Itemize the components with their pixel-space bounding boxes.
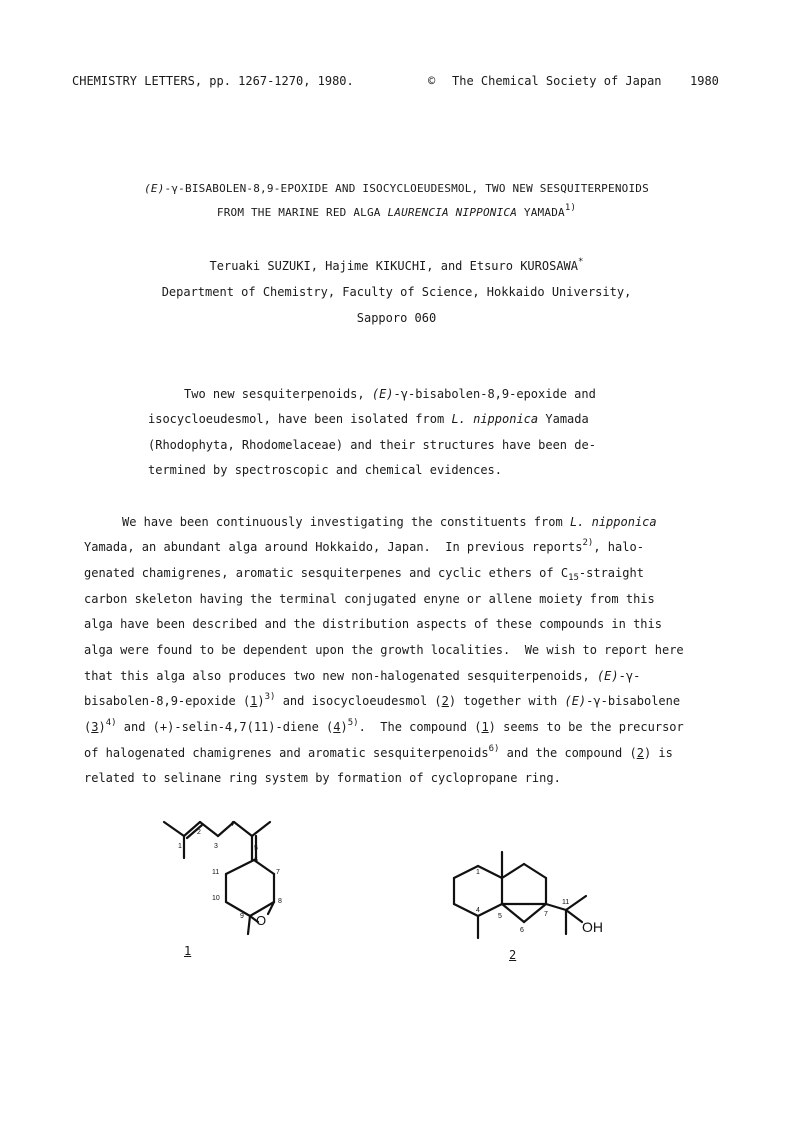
body-text: ) together with (448, 694, 565, 708)
oxygen-atom: O (256, 913, 267, 928)
atom-label: 6 (254, 857, 258, 864)
header-year: 1980 (690, 74, 719, 88)
title-e-prefix: (E) (144, 182, 165, 195)
atom-label: 2 (197, 829, 201, 836)
body-text: and the compound ( (499, 746, 637, 760)
abstract-line-3: (Rhodophyta, Rhodomelaceae) and their structures have been de- (148, 438, 596, 452)
author-list: Teruaki SUZUKI, Hajime KIKUCHI, and Etsuro KUROSAWA (209, 259, 579, 273)
reference-marker: 4) (105, 718, 117, 728)
abstract-text: -γ-bisabolen-8,9-epoxide and (393, 387, 596, 401)
body-text: ) seems to be the precursor (488, 720, 684, 734)
body-line-8: bisabolen-8,9-epoxide $(1)^{3)}$ and isocycloeudesmol (2) together with (E)-γ-bisabolene (84, 692, 681, 708)
body-text: ) (340, 720, 348, 734)
abstract-text: isocycloeudesmol, have been isolated from (148, 412, 452, 426)
body-text: and (+)-selin-4,7(11)-diene ( (116, 720, 334, 734)
compound-number: 1 (250, 694, 258, 708)
body-text: ) (98, 720, 106, 734)
body-line-11: related to selinane ring system by formation of cyclopropane ring. (84, 771, 561, 785)
author-city: Sapporo 060 (356, 311, 437, 325)
reference-marker: 3) (264, 692, 276, 702)
reference-marker: 6) (488, 744, 500, 754)
atom-label: 11 (562, 899, 570, 906)
abstract-text: Two new sesquiterpenoids, (184, 387, 372, 401)
abstract-italic: (E) (371, 387, 394, 401)
body-text: , halo- (593, 540, 644, 554)
atom-label: 10 (212, 895, 220, 902)
hydroxyl-group: OH (582, 919, 603, 935)
body-text: and isocycloeudesmol ( (275, 694, 442, 708)
compound-number: 2 (636, 746, 644, 760)
body-line-6: alga were found to be dependent upon the growth localities. We wish to report here (84, 643, 684, 657)
subscript: 15 (568, 573, 579, 583)
compound-number: 1 (481, 720, 489, 734)
abstract-species: L. nipponica (451, 412, 539, 426)
abstract-line-2 (148, 412, 589, 426)
compound-number: 4 (333, 720, 341, 734)
body-text: of halogenated chamigrenes and aromatic sesquiterpenoids (84, 746, 489, 760)
body-text: -straight (578, 566, 644, 580)
atom-label: 4 (476, 907, 480, 914)
atom-label: 11 (212, 869, 220, 876)
reference-marker: 5) (347, 718, 359, 728)
body-text: -γ-bisabolene (586, 694, 681, 708)
body-italic: (E) (564, 694, 587, 708)
structure-1-label: 1 (184, 944, 192, 958)
structure-2-bonds (454, 852, 586, 938)
body-species: L. nipponica (569, 515, 657, 529)
author-names (0, 259, 793, 273)
paper-title-line-2 (0, 203, 793, 219)
body-text: We have been continuously investigating the constituents from (122, 515, 570, 529)
corresponding-author-mark: * (578, 257, 584, 267)
body-line-2 (84, 540, 644, 554)
copyright-symbol: © (428, 74, 436, 88)
body-line-7 (84, 669, 640, 683)
title-line-1-text: -γ-BISABOLEN-8,9-EPOXIDE AND ISOCYCLOEUDESMOL, TWO NEW SESQUITERPENOIDS (164, 182, 649, 195)
atom-label: 6 (520, 927, 524, 934)
reference-marker: 2) (582, 538, 594, 548)
title-reference: 1) (564, 203, 577, 213)
body-text: genated chamigrenes, aromatic sesquiterpenes and cyclic ethers of C (84, 566, 569, 580)
atom-label: 9 (240, 913, 244, 920)
body-line-9 (84, 720, 684, 734)
body-line-5: alga have been described and the distribution aspects of these compounds in this (84, 617, 662, 631)
author-affiliation: Department of Chemistry, Faculty of Science, Hokkaido University, (161, 285, 632, 299)
atom-label: 7 (544, 911, 548, 918)
title-species: LAURENCIA NIPPONICA (387, 206, 518, 219)
atom-label: 4 (230, 821, 234, 828)
body-text: -γ- (618, 669, 641, 683)
body-line-3 (84, 566, 644, 583)
body-text: . The compound ( (358, 720, 482, 734)
abstract-line-4: termined by spectroscopic and chemical evidences. (148, 463, 503, 477)
body-line-4: carbon skeleton having the terminal conjugated enyne or allene moiety from this (84, 592, 655, 606)
body-text: ) is (643, 746, 673, 760)
atom-label: 5 (498, 913, 502, 920)
journal-citation: CHEMISTRY LETTERS, pp. 1267-1270, 1980. (72, 74, 354, 88)
compound-number: 3 (91, 720, 99, 734)
title-line-2-prefix: FROM THE MARINE RED ALGA (216, 206, 388, 219)
atom-label: 3 (214, 843, 218, 850)
atom-label: 1 (178, 843, 182, 850)
abstract-line-1 (184, 387, 596, 401)
title-line-2-suffix: YAMADA (517, 206, 565, 219)
atom-label: 1 (476, 869, 480, 876)
paper-title-line-1 (0, 182, 793, 195)
society-name: The Chemical Society of Japan (452, 74, 662, 88)
structure-2-diagram (440, 842, 620, 952)
atom-label: 7 (276, 869, 280, 876)
atom-label: 8 (278, 898, 282, 905)
body-text: ( (84, 720, 92, 734)
structure-2-label: 2 (509, 948, 517, 962)
body-italic: (E) (596, 669, 619, 683)
atom-label: 5 (254, 845, 258, 852)
body-line-1 (122, 515, 657, 529)
body-line-10 (84, 746, 673, 760)
abstract-text: Yamada (538, 412, 589, 426)
body-text: Yamada, an abundant alga around Hokkaido, Japan. In previous reports (84, 540, 583, 554)
compound-number: 2 (441, 694, 449, 708)
body-text: bisabolen-8,9-epoxide ( (84, 694, 251, 708)
body-text: that this alga also produces two new non-halogenated sesquiterpenoids, (84, 669, 597, 683)
structure-1-diagram (150, 810, 310, 970)
